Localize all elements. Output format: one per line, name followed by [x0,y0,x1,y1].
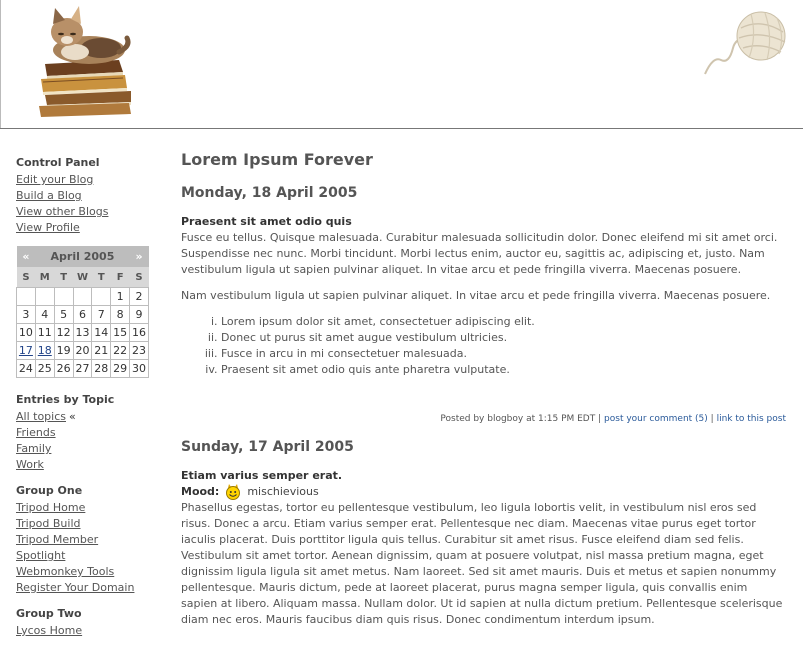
calendar-week-row [17,324,149,342]
calendar-day: 22 [111,342,130,360]
mood-row [181,484,786,500]
calendar-weekday: F [111,267,130,288]
calendar-day: 2 [130,288,149,306]
tripod-home-link[interactable]: Tripod Home [16,501,86,514]
sidebar [16,155,156,649]
calendar-day: 9 [130,306,149,324]
webmonkey-tools-link[interactable]: Webmonkey Tools [16,565,115,578]
calendar-day: 10 [17,324,36,342]
topic-row-all [16,409,156,425]
post-title: Etiam varius semper erat. [181,469,343,482]
post-paragraph: Phasellus egestas, tortor eu pellentesque vestibulum, leo ligula lobortis velit, in vestibulum nisl eros sed risus. Donec a arcu. Etiam varius semper erat. Pellentesque nec diam. Maecenas vitae purus eget tortor iaculis placerat. Duis porttitor ligula quis tellus. Curabitur sit amet risus. Fusce eleifend diam sed felis. Vestibulum sit amet tortor. Aenean dignissim, quam at posuere volutpat, nisl massa pretium magna, eget dignissim ligula ligula sit amet metus. Nam laoreet. Sed sit amet mauris. Duis et metus et sapien nonummy pellentesque. Mauris dictum, pede at laoreet placerat, purus magna semper ligula, quis convallis enim sapien at libero. Aliquam massa. Nullam dolor. Ut id sapien at nulla dictum pretium. Pellentesque scelerisque diam nec eros. Mauris faucibus diam quis risus. Donec condimentum interdum ipsum. [181,501,783,626]
permalink-link[interactable]: link to this post [716,414,786,424]
spotlight-link[interactable]: Spotlight [16,549,66,562]
topic-work-link[interactable]: Work [16,458,44,471]
calendar-weekday: S [130,267,149,288]
footer-separator: | [710,414,714,424]
calendar-weekday: S [17,267,36,288]
calendar-day: 7 [92,306,111,324]
blog-title: Lorem Ipsum Forever [181,150,373,169]
calendar-day: 26 [54,360,73,378]
calendar-weekday: T [92,267,111,288]
post-date-heading: Monday, 18 April 2005 [181,185,358,201]
calendar-day: 5 [54,306,73,324]
devil-smiley-icon [225,484,241,500]
list-item: i. Lorem ipsum dolor sit amet, consectetuer adipiscing elit. [221,314,786,330]
header-divider [0,128,803,129]
group-two-section [16,606,156,639]
calendar-empty-day [17,288,36,306]
calendar-weekday: W [73,267,92,288]
view-other-blogs-link[interactable]: View other Blogs [16,205,109,218]
register-domain-link[interactable]: Register Your Domain [16,581,135,594]
list-item: iii. Fusce in arcu in mi consectetuer malesuada. [221,346,786,362]
calendar-day: 11 [35,324,54,342]
calendar-day: 1 [111,288,130,306]
calendar-day: 19 [54,342,73,360]
calendar-day: 21 [92,342,111,360]
calendar-days [17,288,149,378]
lycos-home-link[interactable]: Lycos Home [16,624,83,637]
topic-all-link[interactable]: All topics [16,410,66,423]
calendar-day: 16 [130,324,149,342]
mood-label: Mood: [181,485,220,498]
calendar-day: 3 [17,306,36,324]
calendar-empty-day [92,288,111,306]
calendar-next-month[interactable]: » [135,250,143,263]
calendar-day[interactable]: 17 [17,342,36,360]
calendar-day: 23 [130,342,149,360]
tripod-build-link[interactable]: Tripod Build [16,517,81,530]
topic-friends-link[interactable]: Friends [16,426,56,439]
calendar-day: 24 [17,360,36,378]
calendar-header [17,246,36,267]
control-panel-section [16,155,156,236]
calendar-day: 13 [73,324,92,342]
list-item: ii. Donec ut purus sit amet augue vestibulum ultricies. [221,330,786,346]
calendar-day: 20 [73,342,92,360]
post-date-heading: Sunday, 17 April 2005 [181,439,354,455]
calendar-day: 14 [92,324,111,342]
calendar-day: 29 [111,360,130,378]
calendar [16,246,149,378]
tripod-member-link[interactable]: Tripod Member [16,533,99,546]
calendar-day: 28 [92,360,111,378]
list-item: iv. Praesent sit amet odio quis ante pharetra vulputate. [221,362,786,378]
calendar-next-cell [130,246,149,267]
main-content [181,150,786,638]
calendar-empty-day [35,288,54,306]
post-paragraph: Nam vestibulum ligula ut sapien pulvinar aliquet. In vitae arcu et pede fringilla viverra. Maecenas posuere. [181,289,771,302]
group-two-heading: Group Two [16,607,82,620]
calendar-empty-day [54,288,73,306]
kitten-on-books-image [31,2,141,118]
calendar-day: 12 [54,324,73,342]
posted-by-text: Posted by blogboy at 1:15 PM EDT [440,414,596,424]
calendar-day[interactable]: 18 [35,342,54,360]
group-one-heading: Group One [16,484,83,497]
calendar-day: 4 [35,306,54,324]
calendar-week-row [17,288,149,306]
view-profile-link[interactable]: View Profile [16,221,80,234]
calendar-week-row [17,342,149,360]
calendar-day: 15 [111,324,130,342]
calendar-weekday: T [54,267,73,288]
calendar-week-row [17,306,149,324]
yarn-ball-image [699,8,793,80]
current-topic-marker: « [69,410,76,423]
control-panel-heading: Control Panel [16,156,100,169]
calendar-prev-month[interactable]: « [22,250,30,263]
calendar-day: 6 [73,306,92,324]
topics-section [16,392,156,473]
post-list [181,314,786,378]
calendar-day: 27 [73,360,92,378]
post-entry [181,438,786,628]
topics-heading: Entries by Topic [16,393,115,406]
build-blog-link[interactable]: Build a Blog [16,189,82,202]
calendar-day: 8 [111,306,130,324]
post-paragraph: Fusce eu tellus. Quisque malesuada. Curabitur malesuada sollicitudin dolor. Donec eleifend mi sit amet orci. Suspendisse nec nunc. Morbi tincidunt. Morbi lectus enim, auctor eu, sagittis ac, adipiscing et, justo. Nam vestibulum ligula ut sapien pulvinar aliquet. In vitae arcu et pede fringilla viverra. Maecenas posuere. [181,231,778,276]
post-entry [181,184,786,424]
calendar-empty-day [73,288,92,306]
footer-separator: | [598,414,602,424]
calendar-weekday: M [35,267,54,288]
calendar-day: 30 [130,360,149,378]
edit-blog-link[interactable]: Edit your Blog [16,173,94,186]
group-one-section [16,483,156,596]
post-comment-link[interactable]: post your comment (5) [604,414,708,424]
header-banner [0,0,803,128]
mood-value: mischievious [247,485,319,498]
calendar-month-title: April 2005 [35,246,129,267]
post-title: Praesent sit amet odio quis [181,215,352,228]
calendar-day: 25 [35,360,54,378]
calendar-week-row [17,360,149,378]
post-footer [181,414,786,424]
topic-family-link[interactable]: Family [16,442,52,455]
